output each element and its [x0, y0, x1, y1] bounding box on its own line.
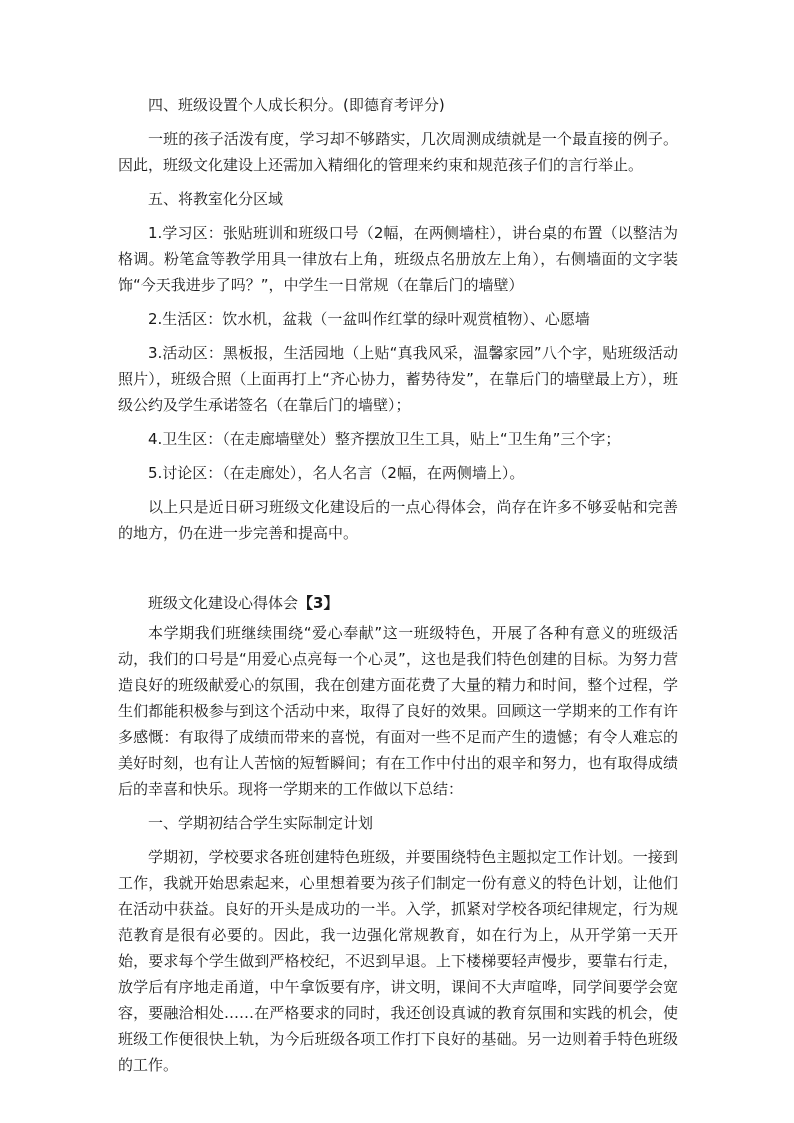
paragraph-closing: 以上只是近日研习班级文化建设后的一点心得体会，尚存在许多不够妥帖和完善的地方，仍在进一步完善和提高中。 — [118, 498, 678, 542]
spacer — [118, 554, 678, 590]
section-heading-4: 四、班级设置个人成长积分。(即德育考评分) — [148, 96, 445, 114]
list-item-hygiene-area: 4.卫生区：（在走廊墙壁处）整齐摆放卫生工具，贴上“卫生角”三个字； — [148, 430, 621, 448]
list-item-living-area: 2.生活区：饮水机，盆栽（一盆叫作红掌的绿叶观赏植物）、心愿墙 — [148, 310, 590, 328]
paragraph-class-discipline: 一班的孩子活泼有度，学习却不够踏实，几次周测成绩就是一个最直接的例子。因此，班级文化建设上还需加入精细化的管理来约束和规范孩子们的言行举止。 — [118, 130, 678, 174]
paragraph-plan: 学期初，学校要求各班创建特色班级，并要围绕特色主题拟定工作计划。一接到工作，我就开始思索起来，心里想着要为孩子们制定一份有意义的特色计划，让他们在活动中获益。良好的开头是成功的一半。入学，抓紧对学校各项纪律规定，行为规范教育是很有必要的。因此，我一边强化常规教育，如在行为上，从开学第一天开始，要求每个学生做到严格校纪，不迟到早退。上下楼梯要轻声慢步，要靠右行走，放学后有序地走甬道，中午拿饭要有序，讲文明，课间不大声喧哗，同学间要学会宽容，要融洽相处……在严格要求的同时，我还创设真诚的教育氛围和实践的机会，使班级工作便很快上轨，为今后班级各项工作打下良好的基础。另一边则着手特色班级的工作。 — [118, 848, 678, 1074]
article-title-number: 【3】 — [298, 594, 339, 612]
article-title — [118, 590, 678, 616]
paragraph-intro: 本学期我们班继续围绕“爱心奉献”这一班级特色，开展了各种有意义的班级活动，我们的口号是“用爱心点亮每一个心灵”，这也是我们特色创建的目标。为努力营造良好的班级献爱心的氛围，我在创建方面花费了大量的精力和时间，整个过程，学生们都能积极参与到这个活动中来，取得了良好的效果。回顾这一学期来的工作有许多感慨：有取得了成绩而带来的喜悦，有面对一些不足而产生的遗憾；有令人难忘的美好时刻，也有让人苦恼的短暂瞬间；有在工作中付出的艰辛和努力，也有取得成绩后的幸喜和快乐。现将一学期来的工作做以下总结： — [118, 624, 678, 798]
section-heading-1: 一、学期初结合学生实际制定计划 — [148, 814, 374, 832]
section-heading-5: 五、将教室化分区域 — [148, 190, 284, 208]
article-title-text: 班级文化建设心得体会 — [148, 594, 299, 612]
document-page — [118, 92, 678, 1086]
list-item-activity-area: 3.活动区：黑板报，生活园地（上贴“真我风采，温馨家园”八个字，贴班级活动照片），班级合照（上面再打上“齐心协力，蓄势待发”，在靠后门的墙壁最上方），班级公约及学生承诺签名（在靠后门的墙壁）； — [118, 344, 678, 414]
list-item-study-area: 1.学习区：张贴班训和班级口号（2幅，在两侧墙柱），讲台桌的布置（以整洁为格调。粉笔盒等教学用具一律放右上角，班级点名册放左上角），右侧墙面的文字装饰“今天我进步了吗？”，中学生一日常规（在靠后门的墙壁） — [118, 224, 678, 294]
list-item-discussion-area: 5.讨论区：（在走廊处），名人名言（2幅，在两侧墙上）。 — [148, 464, 525, 482]
